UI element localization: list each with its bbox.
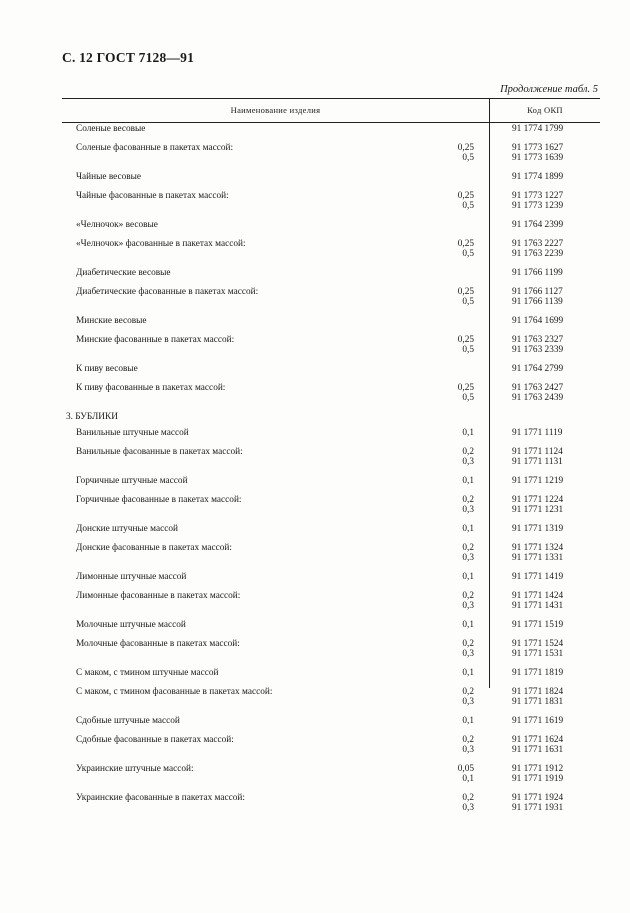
okp-code: 91 1771 1219 <box>512 476 564 486</box>
table-row <box>62 249 600 259</box>
product-name: Диабетические весовые <box>76 268 171 278</box>
okp-code: 91 1771 1119 <box>512 428 563 438</box>
product-name: К пиву фасованные в пакетах массой: <box>76 383 226 393</box>
table-row <box>62 495 600 505</box>
okp-code: 91 1764 2399 <box>512 220 564 230</box>
okp-code: 91 1771 1131 <box>512 457 563 467</box>
package-mass: 0,2 <box>462 793 474 803</box>
product-name: Соленые весовые <box>76 124 146 134</box>
okp-code: 91 1771 1824 <box>512 687 564 697</box>
product-name: Чайные фасованные в пакетах массой: <box>76 191 229 201</box>
okp-code: 91 1771 1924 <box>512 793 564 803</box>
okp-code: 91 1771 1919 <box>512 774 564 784</box>
table-row <box>62 735 600 745</box>
okp-code: 91 1763 2439 <box>512 393 564 403</box>
product-name: Лимонные штучные массой <box>76 572 187 582</box>
product-name: «Челночок» весовые <box>76 220 158 230</box>
product-name: Молочные фасованные в пакетах массой: <box>76 639 240 649</box>
package-mass: 0,1 <box>462 668 474 678</box>
table-row <box>62 143 600 153</box>
okp-code: 91 1764 1699 <box>512 316 564 326</box>
table-row <box>62 201 600 211</box>
table-row <box>62 639 600 649</box>
table-row <box>62 124 600 134</box>
product-name: Лимонные фасованные в пакетах массой: <box>76 591 241 601</box>
okp-code: 91 1771 1231 <box>512 505 564 515</box>
product-name: Украинские фасованные в пакетах массой: <box>76 793 245 803</box>
package-mass: 0,5 <box>462 201 474 211</box>
product-name: Молочные штучные массой <box>76 620 186 630</box>
table-row <box>62 803 600 813</box>
table-row <box>62 287 600 297</box>
okp-code: 91 1771 1419 <box>512 572 564 582</box>
okp-code: 91 1766 1127 <box>512 287 563 297</box>
section-heading: 3. БУБЛИКИ <box>66 412 118 422</box>
column-header-code: Код ОКП <box>527 105 563 115</box>
page-header: С. 12 ГОСТ 7128—91 <box>62 50 195 65</box>
table-row <box>62 191 600 201</box>
package-mass: 0,1 <box>462 524 474 534</box>
product-name: Горчичные фасованные в пакетах массой: <box>76 495 242 505</box>
column-header-name: Наименование изделия <box>230 105 321 115</box>
package-mass: 0,3 <box>462 745 474 755</box>
okp-code: 91 1771 1631 <box>512 745 564 755</box>
okp-code: 91 1773 1627 <box>512 143 564 153</box>
table-row <box>62 297 600 307</box>
table-row <box>62 153 600 163</box>
package-mass: 0,25 <box>457 191 474 201</box>
okp-code: 91 1764 2799 <box>512 364 564 374</box>
table-row <box>62 572 600 582</box>
okp-code: 91 1763 2427 <box>512 383 564 393</box>
table-row <box>62 553 600 563</box>
table-row <box>62 764 600 774</box>
okp-code: 91 1771 1619 <box>512 716 564 726</box>
okp-code: 91 1766 1199 <box>512 268 563 278</box>
table-row <box>62 524 600 534</box>
package-mass: 0,2 <box>462 591 474 601</box>
package-mass: 0,2 <box>462 735 474 745</box>
okp-code: 91 1773 1239 <box>512 201 564 211</box>
okp-code: 91 1771 1331 <box>512 553 564 563</box>
table-row <box>62 505 600 515</box>
package-mass: 0,1 <box>462 716 474 726</box>
product-name: Украинские штучные массой: <box>76 764 194 774</box>
table-row <box>62 793 600 803</box>
okp-code: 91 1763 2239 <box>512 249 564 259</box>
section-heading-row <box>62 412 600 422</box>
table-row <box>62 383 600 393</box>
table-row <box>62 745 600 755</box>
okp-code: 91 1771 1931 <box>512 803 564 813</box>
product-name: К пиву весовые <box>76 364 138 374</box>
okp-code: 91 1763 2327 <box>512 335 564 345</box>
package-mass: 0,1 <box>462 620 474 630</box>
okp-code: 91 1774 1899 <box>512 172 564 182</box>
table-row <box>62 476 600 486</box>
okp-code: 91 1771 1224 <box>512 495 564 505</box>
okp-code: 91 1771 1819 <box>512 668 564 678</box>
package-mass: 0,5 <box>462 249 474 259</box>
table-row <box>62 172 600 182</box>
okp-code: 91 1766 1139 <box>512 297 563 307</box>
package-mass: 0,5 <box>462 297 474 307</box>
table-row <box>62 316 600 326</box>
okp-code: 91 1774 1799 <box>512 124 564 134</box>
okp-code: 91 1771 1912 <box>512 764 564 774</box>
okp-code: 91 1771 1831 <box>512 697 564 707</box>
okp-code: 91 1771 1124 <box>512 447 563 457</box>
table-row <box>62 447 600 457</box>
product-name: Ванильные штучные массой <box>76 428 189 438</box>
product-name: Сдобные фасованные в пакетах массой: <box>76 735 234 745</box>
package-mass: 0,2 <box>462 639 474 649</box>
package-mass: 0,05 <box>457 764 474 774</box>
product-name: Горчичные штучные массой <box>76 476 188 486</box>
okp-code: 91 1771 1519 <box>512 620 564 630</box>
okp-code: 91 1771 1319 <box>512 524 564 534</box>
product-name: С маком, с тмином фасованные в пакетах массой: <box>76 687 273 697</box>
okp-code: 91 1771 1424 <box>512 591 564 601</box>
package-mass: 0,25 <box>457 383 474 393</box>
package-mass: 0,3 <box>462 697 474 707</box>
product-name: Ванильные фасованные в пакетах массой: <box>76 447 243 457</box>
table-row <box>62 335 600 345</box>
product-name: Диабетические фасованные в пакетах массой: <box>76 287 259 297</box>
table-caption: Продолжение табл. 5 <box>500 84 598 95</box>
table-row <box>62 239 600 249</box>
table-row <box>62 668 600 678</box>
product-name: Соленые фасованные в пакетах массой: <box>76 143 234 153</box>
table-row <box>62 687 600 697</box>
table-row <box>62 364 600 374</box>
table-row <box>62 649 600 659</box>
package-mass: 0,5 <box>462 153 474 163</box>
okp-table <box>62 98 600 813</box>
product-name: Минские весовые <box>76 316 147 326</box>
package-mass: 0,25 <box>457 239 474 249</box>
package-mass: 0,5 <box>462 393 474 403</box>
package-mass: 0,3 <box>462 649 474 659</box>
table-row <box>62 268 600 278</box>
table-header-rule <box>62 122 600 123</box>
product-name: Донские штучные массой <box>76 524 178 534</box>
okp-code: 91 1771 1524 <box>512 639 564 649</box>
table-row <box>62 393 600 403</box>
package-mass: 0,25 <box>457 287 474 297</box>
table-row <box>62 716 600 726</box>
okp-code: 91 1763 2339 <box>512 345 564 355</box>
table-row <box>62 543 600 553</box>
package-mass: 0,2 <box>462 495 474 505</box>
okp-code: 91 1773 1639 <box>512 153 564 163</box>
table-row <box>62 697 600 707</box>
product-name: С маком, с тмином штучные массой <box>76 668 219 678</box>
package-mass: 0,3 <box>462 553 474 563</box>
okp-code: 91 1773 1227 <box>512 191 564 201</box>
product-name: Чайные весовые <box>76 172 142 182</box>
product-name: Донские фасованные в пакетах массой: <box>76 543 232 553</box>
table-row <box>62 620 600 630</box>
okp-code: 91 1771 1624 <box>512 735 564 745</box>
table-row <box>62 601 600 611</box>
table-row <box>62 457 600 467</box>
product-name: Минские фасованные в пакетах массой: <box>76 335 235 345</box>
package-mass: 0,1 <box>462 572 474 582</box>
table-row <box>62 345 600 355</box>
package-mass: 0,5 <box>462 345 474 355</box>
package-mass: 0,2 <box>462 447 474 457</box>
okp-code: 91 1771 1531 <box>512 649 564 659</box>
product-name: «Челночок» фасованные в пакетах массой: <box>76 239 246 249</box>
okp-code: 91 1771 1431 <box>512 601 564 611</box>
package-mass: 0,25 <box>457 143 474 153</box>
table-row <box>62 591 600 601</box>
table-row <box>62 774 600 784</box>
package-mass: 0,25 <box>457 335 474 345</box>
table-row <box>62 220 600 230</box>
table-row <box>62 428 600 438</box>
package-mass: 0,1 <box>462 476 474 486</box>
package-mass: 0,1 <box>462 774 474 784</box>
package-mass: 0,1 <box>462 428 474 438</box>
package-mass: 0,2 <box>462 687 474 697</box>
package-mass: 0,3 <box>462 601 474 611</box>
package-mass: 0,3 <box>462 803 474 813</box>
package-mass: 0,3 <box>462 457 474 467</box>
okp-code: 91 1771 1324 <box>512 543 564 553</box>
okp-code: 91 1763 2227 <box>512 239 564 249</box>
package-mass: 0,3 <box>462 505 474 515</box>
product-name: Сдобные штучные массой <box>76 716 180 726</box>
package-mass: 0,2 <box>462 543 474 553</box>
table-top-rule <box>62 98 600 99</box>
